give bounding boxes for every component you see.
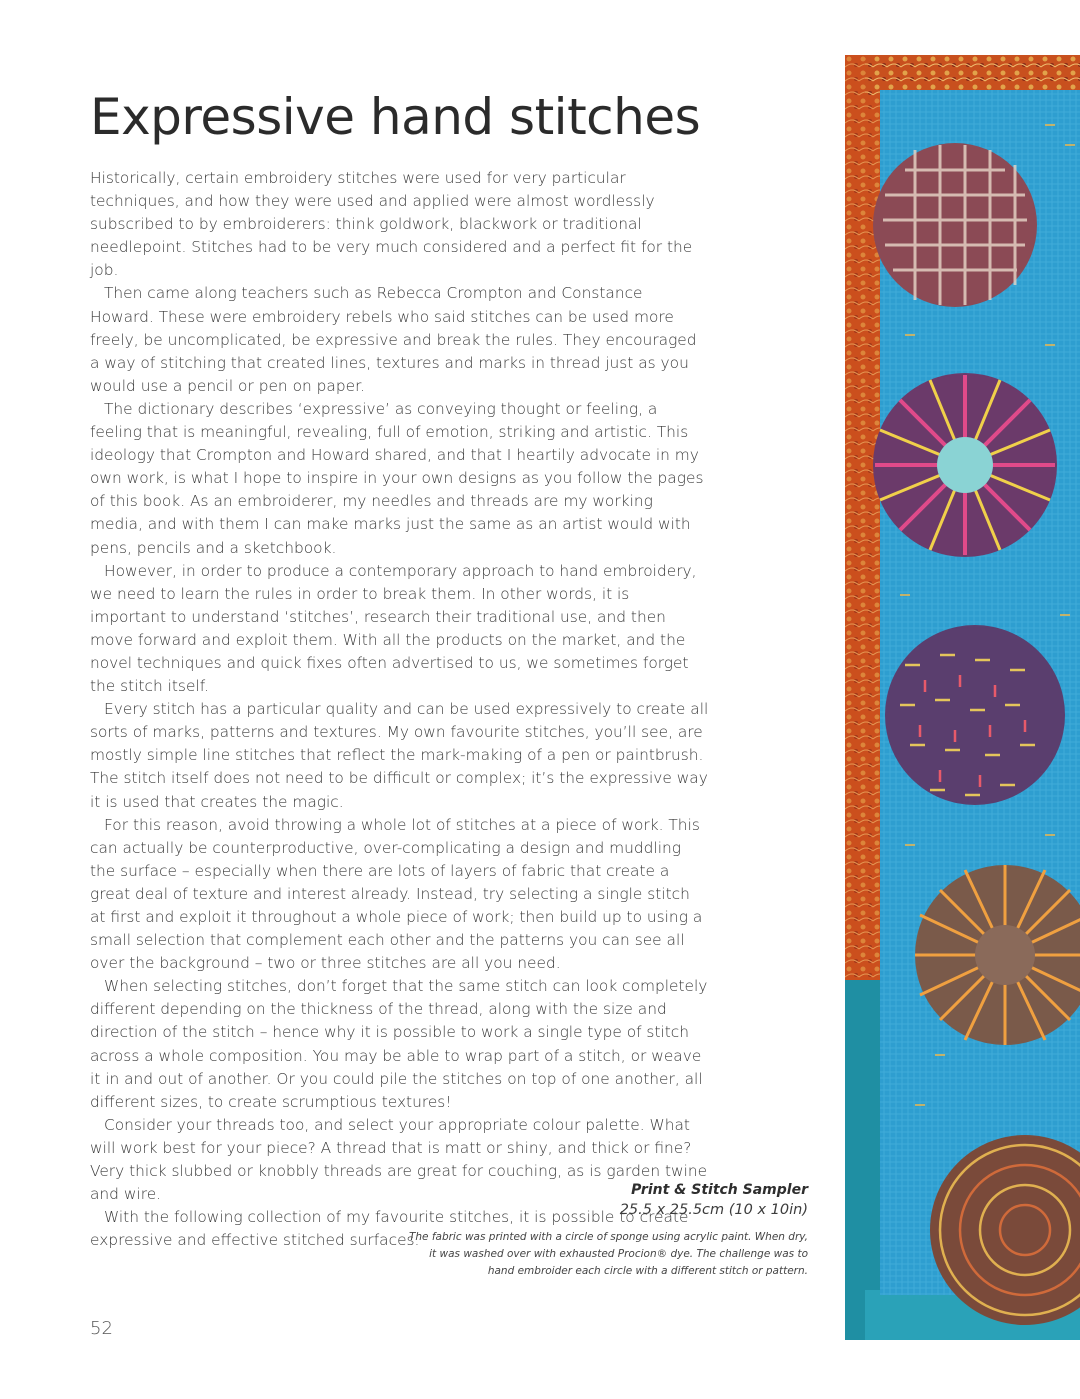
caption-size: 25.5 x 25.5cm (10 x 10in) — [619, 1202, 808, 1218]
caption-line: The fabric was printed with a circle of sponge using acrylic paint. When dry, — [408, 1231, 808, 1243]
page-title: Expressive hand stitches — [90, 88, 701, 146]
paragraph: For this reason, avoid throwing a whole lot of stitches at a piece of work. This can actually be counterproductive, over-complicating a design and muddling the surface – especially when there are lots of layers of fabric that create a great deal of texture and interest already. Instead, try selecting a single stitch at first and exploit it throughout a whole piece of work; then build up to using a small selection that complement each other and the patterns you can see all over the background – two or three stitches are all you need. — [90, 815, 703, 973]
paragraph: Historically, certain embroidery stitches were used for very particular techniques, and how they were used and applied were almost wordlessly subscribed to by embroiderers: think goldwork, blackwork or traditional needlepoint. Stitches had to be very much considered and a perfect fit for the job. — [90, 169, 693, 280]
embroidered-sampler-image — [845, 55, 1080, 1340]
paragraph: However, in order to produce a contemporary approach to hand embroidery, we need to learn the rules in order to break them. In other words, it is important to understand ‘stitches’, research their traditional use, and then move forward and exploit them. With all the products on the market, and the novel techniques and quick fixes often advertised to us, we sometimes forget the stitch itself. — [90, 561, 697, 696]
caption-title: Print & Stitch Sampler — [631, 1182, 808, 1198]
paragraph: With the following collection of my favourite stitches, it is possible to create expressive and effective stitched surfaces. — [90, 1208, 689, 1250]
image-caption — [338, 1180, 808, 1280]
caption-line: hand embroider each circle with a different stitch or pattern. — [487, 1265, 808, 1277]
caption-description — [338, 1229, 808, 1280]
body-text — [90, 167, 710, 1252]
paragraph: The dictionary describes ‘expressive’ as conveying thought or feeling, a feeling that is meaningful, revealing, full of emotion, striking and artistic. This ideology that Crompton and Howard shared, and that I heartily advocate in my own work, is what I hope to inspire in your own designs as you follow the pages of this book. As an embroiderer, my needles and threads are my working media, and with them I can make marks just the same as an artist would with pens, pencils and a sketchbook. — [90, 399, 704, 557]
page-number: 52 — [90, 1318, 113, 1339]
paragraph: Then came along teachers such as Rebecca Crompton and Constance Howard. These were embroidery rebels who said stitches can be used more freely, be uncomplicated, be expressive and break the rules. They encouraged a way of stitching that created lines, textures and marks in thread just as you would use a pencil or pen on paper. — [90, 284, 697, 395]
caption-line: it was washed over with exhausted Procion® dye. The challenge was to — [429, 1248, 808, 1260]
paragraph: When selecting stitches, don’t forget that the same stitch can look completely different depending on the thickness of the thread, along with the size and direction of the stitch – hence why it is possible to work a single type of stitch across a whole composition. You may be able to wrap part of a stitch, or weave it in and out of another. Or you could pile the stitches on top of one another, all different sizes, to create scrumptious textures! — [90, 977, 708, 1111]
paragraph: Consider your threads too, and select your appropriate colour palette. What will work best for your piece? A thread that is matt or shiny, and thick or fine? Very thick slubbed or knobbly threads are great for couching, as is garden twine and wire. — [90, 1115, 708, 1204]
paragraph: Every stitch has a particular quality and can be used expressively to create all sorts of marks, patterns and textures. My own favourite stitches, you’ll see, are mostly simple line stitches that reflect the mark-making of a pen or paintbrush. The stitch itself does not need to be difficult or complex; it’s the expressive way it is used that creates the magic. — [90, 700, 709, 811]
